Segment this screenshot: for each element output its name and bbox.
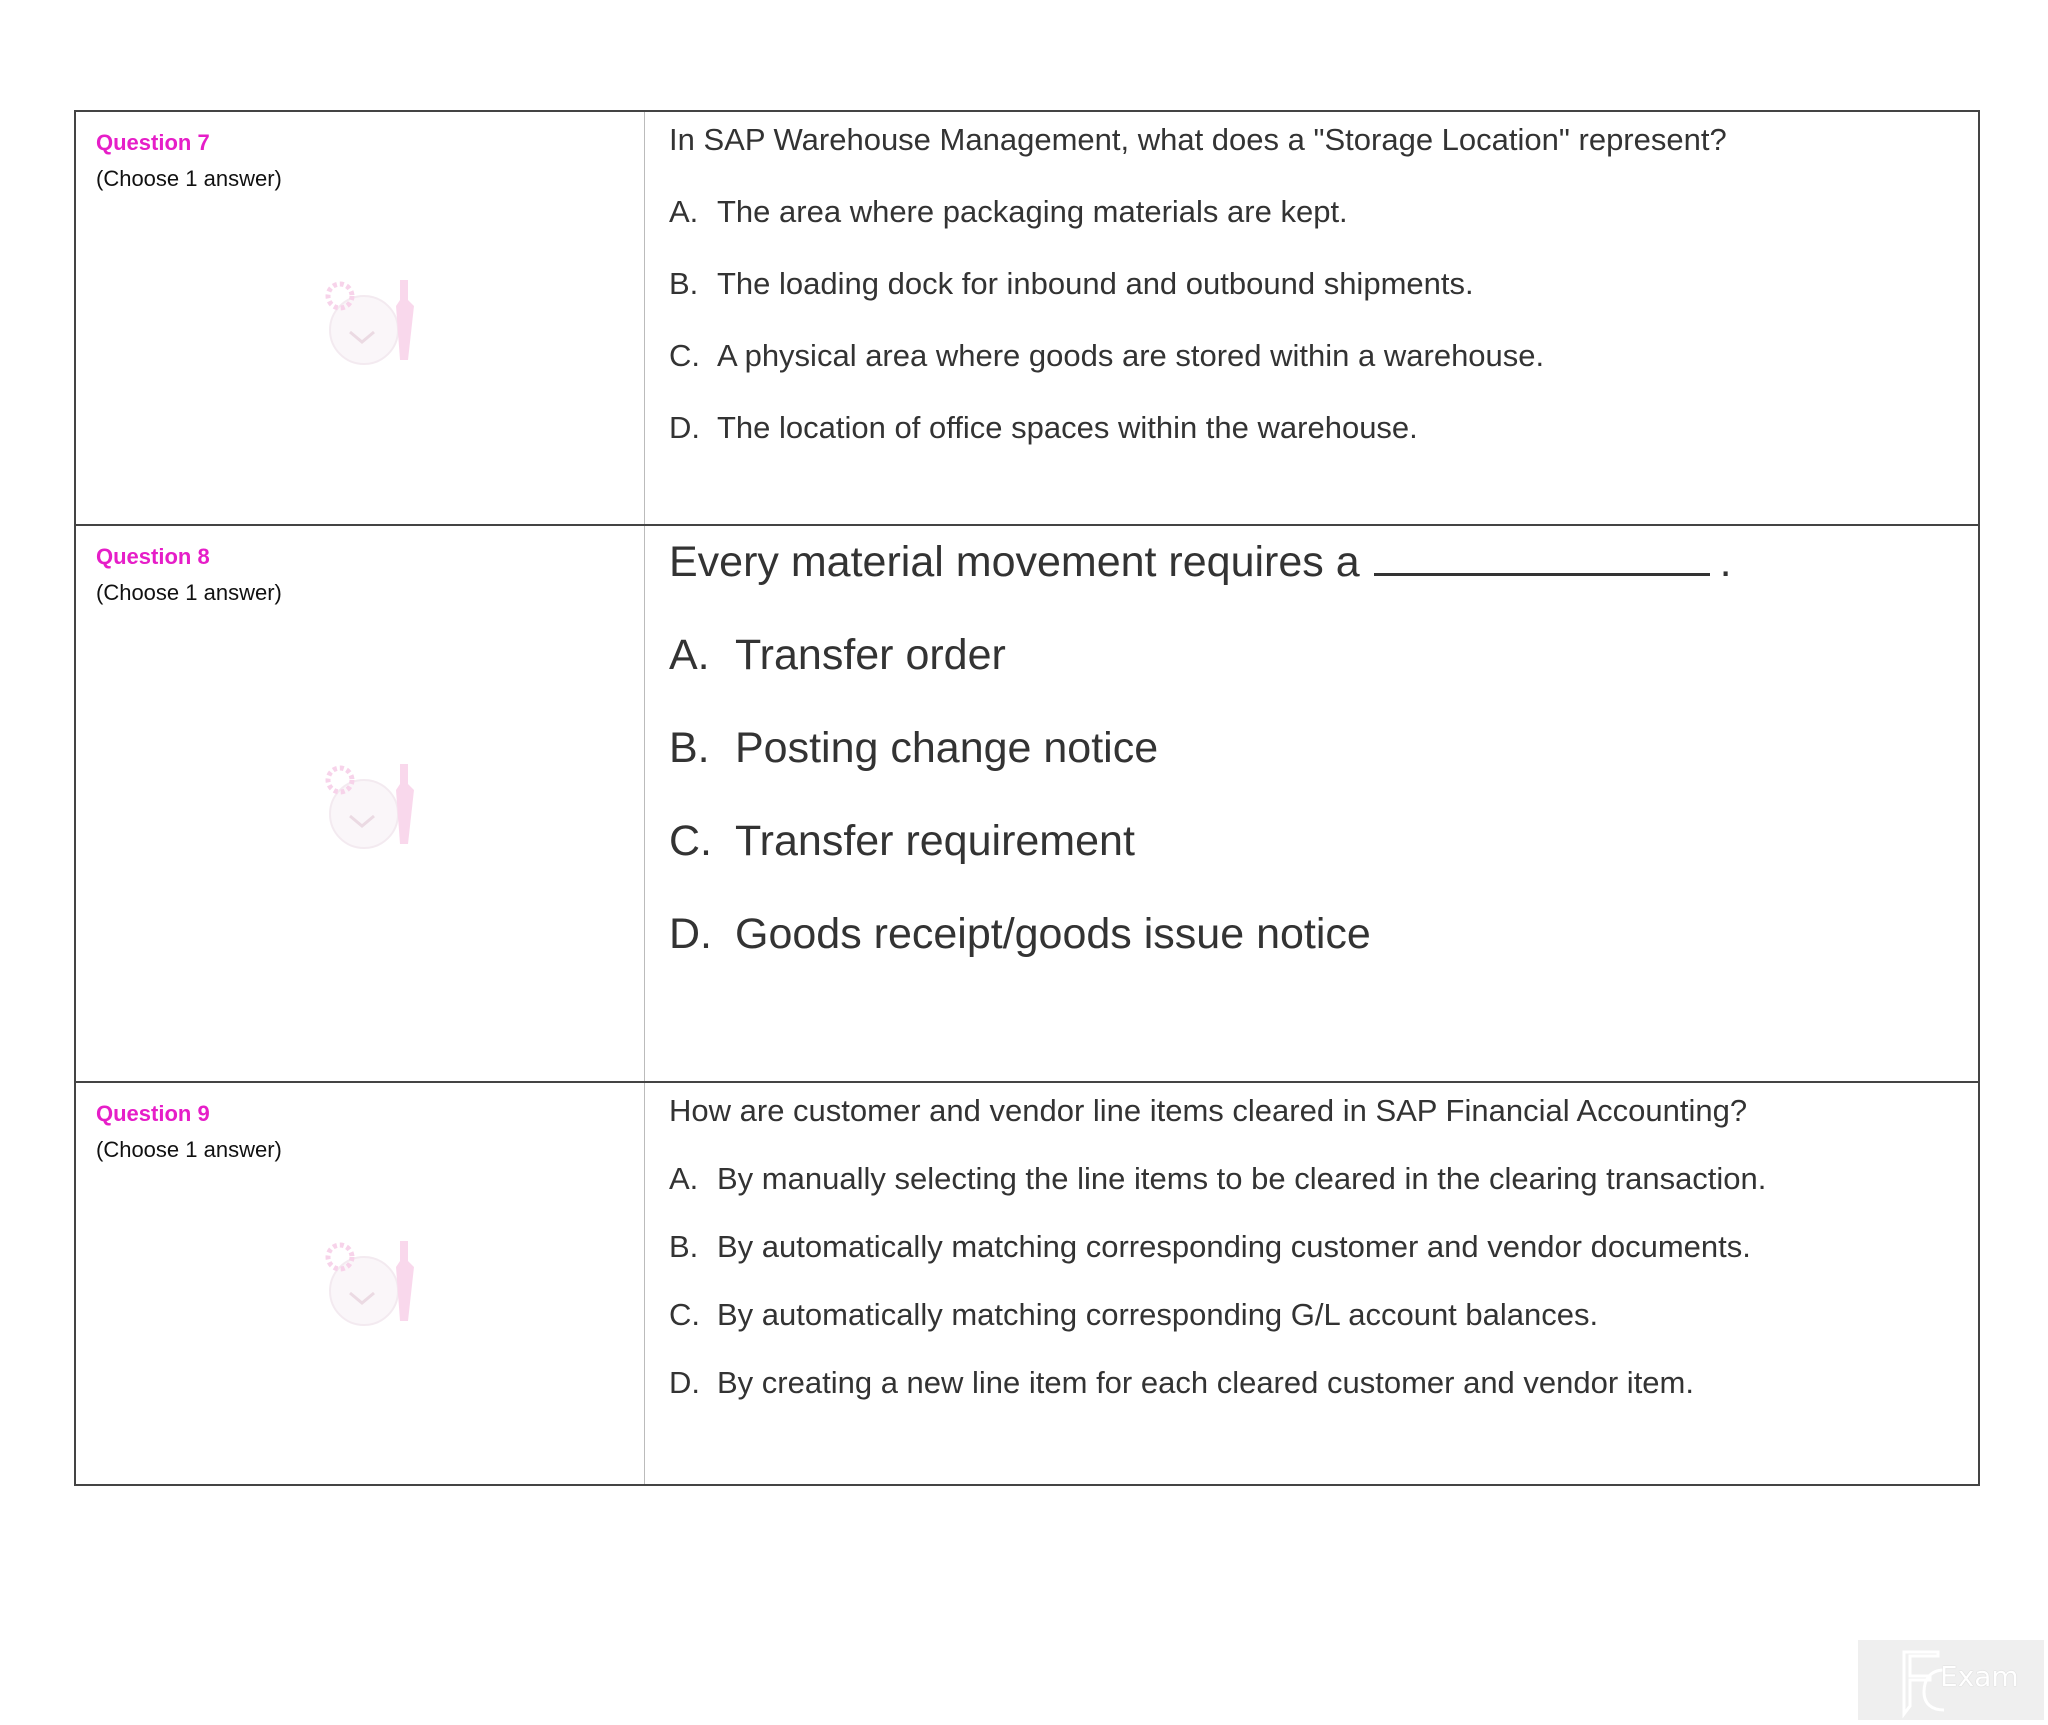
option-text: A physical area where goods are stored within a warehouse. <box>717 338 1545 373</box>
question-row <box>75 111 1979 525</box>
question-content-cell <box>645 525 1980 1082</box>
answer-option-d[interactable] <box>669 410 1958 446</box>
answer-option-a[interactable] <box>669 631 1958 680</box>
option-text: Posting change notice <box>735 724 1159 772</box>
watermark-icon <box>316 1233 426 1333</box>
question-label: Question 9 <box>96 1101 210 1126</box>
exam-logo <box>1858 1640 2044 1720</box>
option-text: Transfer requirement <box>735 817 1135 865</box>
question-stem: In SAP Warehouse Management, what does a "Storage Location" represent? <box>669 122 1727 157</box>
question-stem: How are customer and vendor line items cleared in SAP Financial Accounting? <box>669 1093 1748 1128</box>
option-letter: A. <box>669 1161 699 1196</box>
option-text: The location of office spaces within the warehouse. <box>717 410 1418 445</box>
option-letter: D. <box>669 1365 700 1400</box>
answer-count-hint: (Choose 1 answer) <box>96 580 282 605</box>
option-text: The loading dock for inbound and outbound shipments. <box>717 266 1474 301</box>
answer-option-a[interactable] <box>669 194 1958 230</box>
option-text: By automatically matching corresponding customer and vendor documents. <box>717 1229 1751 1264</box>
answer-option-d[interactable] <box>669 910 1958 959</box>
option-letter: B. <box>669 266 699 301</box>
answer-count-hint: (Choose 1 answer) <box>96 1137 282 1162</box>
question-meta-cell <box>75 1082 645 1485</box>
answer-option-d[interactable] <box>669 1365 1958 1401</box>
question-stem-text: Every material movement requires a <box>669 538 1360 586</box>
option-letter: D. <box>669 410 700 445</box>
option-letter: A. <box>669 194 699 229</box>
option-letter: A. <box>669 631 710 679</box>
answer-option-b[interactable] <box>669 1229 1958 1265</box>
option-letter: C. <box>669 338 700 373</box>
answer-option-a[interactable] <box>669 1161 1958 1197</box>
option-letter: B. <box>669 1229 699 1264</box>
question-meta-cell <box>75 111 645 525</box>
question-meta-cell <box>75 525 645 1082</box>
watermark-icon <box>316 756 426 856</box>
option-letter: B. <box>669 724 710 772</box>
question-stem <box>669 538 1958 587</box>
answer-option-c[interactable] <box>669 1297 1958 1333</box>
question-label: Question 8 <box>96 544 210 569</box>
option-letter: C. <box>669 817 712 865</box>
option-text: Goods receipt/goods issue notice <box>735 910 1371 958</box>
answer-option-c[interactable] <box>669 338 1958 374</box>
option-letter: C. <box>669 1297 700 1332</box>
question-row <box>75 525 1979 1082</box>
question-label: Question 7 <box>96 130 210 155</box>
option-text: The area where packaging materials are kept. <box>717 194 1348 229</box>
logo-text: Exam <box>1940 1660 2019 1693</box>
question-stem-end: . <box>1719 538 1732 586</box>
answer-option-b[interactable] <box>669 266 1958 302</box>
option-letter: D. <box>669 910 712 958</box>
option-text: Transfer order <box>735 631 1006 679</box>
option-text: By automatically matching corresponding G/L account balances. <box>717 1297 1599 1332</box>
answer-option-c[interactable] <box>669 817 1958 866</box>
fill-in-blank <box>1374 543 1710 576</box>
question-content-cell <box>645 1082 1980 1485</box>
question-row <box>75 1082 1979 1485</box>
option-text: By manually selecting the line items to be cleared in the clearing transaction. <box>717 1161 1767 1196</box>
question-table <box>74 110 1980 1486</box>
option-text: By creating a new line item for each cleared customer and vendor item. <box>717 1365 1694 1400</box>
answer-count-hint: (Choose 1 answer) <box>96 166 282 191</box>
answer-option-b[interactable] <box>669 724 1958 773</box>
watermark-icon <box>316 272 426 372</box>
question-content-cell <box>645 111 1980 525</box>
